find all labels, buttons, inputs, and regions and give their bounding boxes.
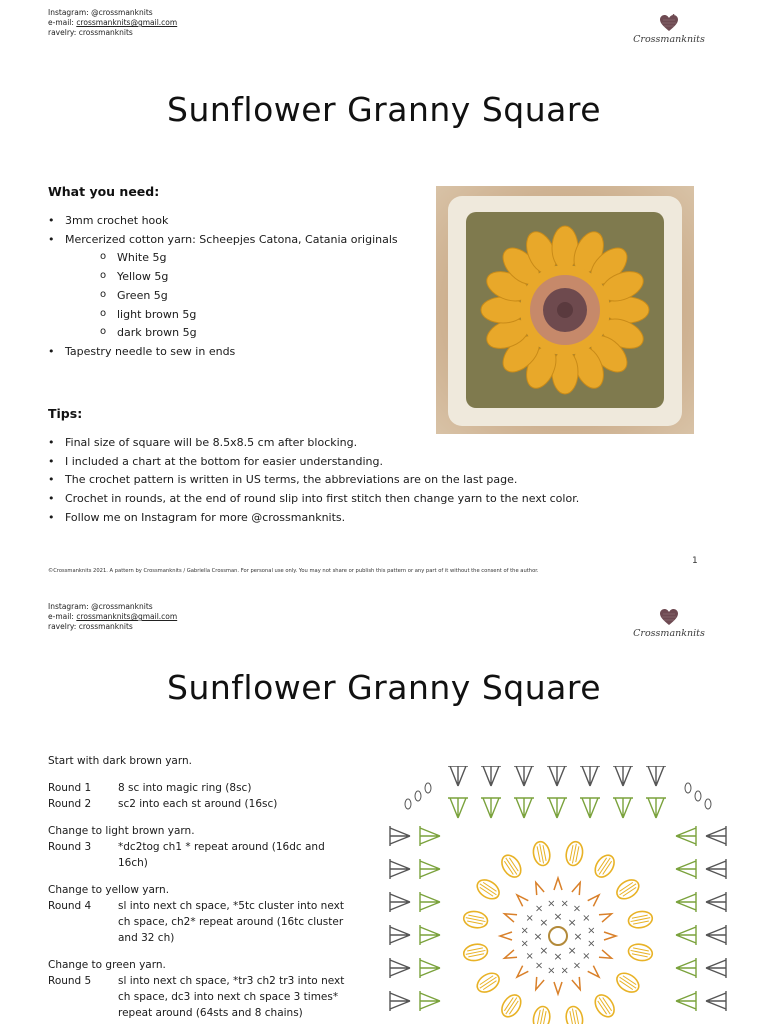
border-fan-symbol [448, 766, 468, 786]
brand-logo [626, 608, 712, 656]
tc-stem-symbol [630, 915, 651, 925]
sc-symbol: × [582, 913, 591, 925]
tip-item: • The crochet pattern is written in US terms, the abbreviations are on the last page. [48, 471, 579, 490]
border-fan-symbol [481, 766, 501, 786]
round-text: sc2 into each st around (16sc) [118, 798, 278, 810]
border-fan-symbol [646, 766, 666, 786]
tc-stem-symbol [465, 915, 486, 925]
list-item: • Tapestry needle to sew in ends [48, 343, 398, 362]
sc-symbol: × [534, 960, 544, 972]
tr-fan-symbol [676, 991, 696, 1011]
sc-symbol: × [539, 915, 549, 929]
color-item: o Yellow 5g [65, 268, 398, 287]
tc-cluster-symbol [564, 1005, 584, 1024]
round-label: Round 4 [48, 900, 92, 912]
intro-text: Start with dark brown yarn. [48, 755, 192, 767]
tr-fan-symbol [646, 798, 666, 818]
border-fan-symbol [390, 991, 410, 1011]
tip-item: • Final size of square will be 8.5x8.5 cm after blocking. [48, 434, 579, 453]
sc-symbol: × [587, 938, 596, 950]
page-title: Sunflower Granny Square [167, 668, 601, 707]
sc-symbol: × [567, 915, 577, 929]
email-label: e-mail: [48, 18, 77, 27]
border-fan-symbol [706, 826, 726, 846]
color-item: o light brown 5g [65, 306, 398, 325]
brand-logo [626, 14, 712, 62]
tc-stem-symbol [537, 843, 547, 864]
sc-symbol: × [533, 930, 543, 943]
copyright-notice: ©Crossmanknits 2021. A pattern by Crossmanknits / Gabriella Crossman. For personal use only. You may not share or publish this pattern or any part of it without the consent of the author. [48, 568, 539, 574]
dc2tog-symbol [588, 966, 602, 980]
sc-symbol: × [553, 950, 563, 963]
tr-fan-symbol [514, 798, 534, 818]
tr-fan-symbol [676, 892, 696, 912]
dc2tog-symbol [514, 892, 528, 906]
border-fan-symbol [390, 892, 410, 912]
email-label: e-mail: [48, 612, 77, 621]
sc-symbol: × [547, 965, 556, 977]
tr-fan-symbol [676, 925, 696, 945]
color-item: o White 5g [65, 249, 398, 268]
magic-ring [549, 927, 567, 945]
border-fan-symbol [613, 766, 633, 786]
email-line [48, 612, 177, 622]
tr-fan-symbol [420, 892, 440, 912]
instagram-handle: Instagram: @crossmanknits [48, 602, 153, 611]
dc2tog-symbol [554, 878, 562, 890]
dc2tog-symbol [572, 977, 584, 991]
yarn-item-label: Mercerized cotton yarn: Scheepjes Catona, Catania originals [65, 232, 398, 246]
sc-symbol: × [547, 898, 556, 910]
chain-symbol [685, 783, 691, 793]
email-link[interactable]: crossmanknits@gmail.com [76, 18, 178, 27]
tr-fan-symbol [448, 798, 468, 818]
materials-list [48, 212, 398, 362]
tc-stem-symbol [537, 1008, 547, 1024]
tc-stem-symbol [630, 947, 651, 957]
border-fan-symbol [390, 925, 410, 945]
contact-info [48, 602, 177, 632]
list-item: • 3mm crochet hook [48, 212, 398, 231]
dc2tog-symbol [503, 910, 517, 922]
round-row [48, 839, 348, 871]
sc-symbol: × [567, 944, 577, 958]
sc-symbol: × [560, 898, 569, 910]
sc-symbol: × [525, 913, 534, 925]
tr-fan-symbol [420, 826, 440, 846]
border-fan-symbol [390, 958, 410, 978]
chain-symbol [705, 799, 711, 809]
tr-fan-symbol [676, 958, 696, 978]
border-fan-symbol [706, 958, 726, 978]
what-you-need-heading: What you need: [48, 184, 160, 199]
border-fan-symbol [580, 766, 600, 786]
sc-symbol: × [553, 910, 563, 923]
border-fan-symbol [706, 859, 726, 879]
sc-symbol: × [587, 925, 596, 937]
border-fan-symbol [706, 892, 726, 912]
sc-symbol: × [572, 903, 582, 915]
logo-text: Crossmanknits [633, 34, 705, 45]
border-fan-symbol [706, 991, 726, 1011]
instagram-handle: Instagram: @crossmanknits [48, 8, 153, 17]
round-row [48, 780, 348, 796]
contact-info [48, 8, 177, 38]
tr-fan-symbol [420, 859, 440, 879]
round-row [48, 796, 348, 812]
color-item: o Green 5g [65, 287, 398, 306]
tips-heading: Tips: [48, 406, 83, 421]
round-text: sl into next ch space, *tr3 ch2 tr3 into next ch space, dc3 into next ch space 3 times* repeat around (64sts and 8 chains) [118, 975, 345, 1019]
border-fan-symbol [514, 766, 534, 786]
sunflower-square-photo [436, 186, 694, 434]
ravelry-handle: ravelry: crossmanknits [48, 622, 133, 631]
color-change-note: Change to yellow yarn. [48, 884, 170, 896]
chain-symbol [425, 783, 431, 793]
tip-item: • I included a chart at the bottom for easier understanding. [48, 453, 579, 472]
round-label: Round 1 [48, 782, 92, 794]
tr-fan-symbol [676, 859, 696, 879]
crochet-chart [384, 766, 744, 1024]
round-label: Round 3 [48, 841, 92, 853]
sc-symbol: × [520, 938, 529, 950]
tr-fan-symbol [420, 925, 440, 945]
heart-yarn-icon [659, 14, 679, 32]
chain-symbol [415, 791, 421, 801]
dc2tog-symbol [588, 892, 602, 906]
border-fan-symbol [547, 766, 567, 786]
logo-text: Crossmanknits [633, 628, 705, 639]
chain-symbol [405, 799, 411, 809]
dc2tog-symbol [572, 881, 584, 895]
tr-fan-symbol [420, 991, 440, 1011]
round-text: *dc2tog ch1 * repeat around (16dc and 16ch) [118, 841, 325, 869]
round-text: 8 sc into magic ring (8sc) [118, 782, 252, 794]
chart-symbols [390, 766, 726, 1024]
tr-fan-symbol [547, 798, 567, 818]
round-row [48, 973, 348, 1021]
round-row [48, 898, 348, 946]
dc2tog-symbol [599, 950, 613, 962]
tc-stem-symbol [569, 1008, 579, 1024]
email-line [48, 18, 177, 28]
sc-symbol: × [573, 930, 583, 943]
heart-yarn-icon [659, 608, 679, 626]
tip-item: • Crochet in rounds, at the end of round slip into first stitch then change yarn to the next color. [48, 490, 579, 509]
dc2tog-symbol [532, 977, 544, 991]
tips-list [48, 434, 579, 528]
tc-stem-symbol [465, 947, 486, 957]
sc-symbol: × [582, 950, 591, 962]
dc2tog-symbol [503, 950, 517, 962]
dc2tog-symbol [532, 881, 544, 895]
dc2tog-symbol [604, 932, 616, 940]
tr-fan-symbol [676, 826, 696, 846]
email-link[interactable]: crossmanknits@gmail.com [76, 612, 178, 621]
color-change-note: Change to light brown yarn. [48, 825, 195, 837]
sc-symbol: × [525, 950, 534, 962]
sc-symbol: × [534, 903, 544, 915]
border-fan-symbol [390, 826, 410, 846]
sc-symbol: × [539, 944, 549, 958]
round-label: Round 2 [48, 798, 92, 810]
dc2tog-symbol [500, 932, 512, 940]
page-number: 1 [692, 556, 698, 566]
sc-symbol: × [520, 925, 529, 937]
page-title: Sunflower Granny Square [167, 90, 601, 129]
tc-cluster-symbol [531, 1005, 551, 1024]
chain-symbol [695, 791, 701, 801]
ravelry-handle: ravelry: crossmanknits [48, 28, 133, 37]
round-text: sl into next ch space, *5tc cluster into next ch space, ch2* repeat around (16tc cluster and 32 ch) [118, 900, 344, 944]
sc-symbol: × [560, 965, 569, 977]
color-item: o dark brown 5g [65, 324, 398, 343]
color-change-note: Change to green yarn. [48, 959, 166, 971]
tc-stem-symbol [569, 843, 579, 864]
round-label: Round 5 [48, 975, 92, 987]
dc2tog-symbol [599, 910, 613, 922]
tip-item: • Follow me on Instagram for more @crossmanknits. [48, 509, 579, 528]
tr-fan-symbol [420, 958, 440, 978]
dc2tog-symbol [514, 966, 528, 980]
sc-symbol: × [572, 960, 582, 972]
tr-fan-symbol [580, 798, 600, 818]
tr-fan-symbol [481, 798, 501, 818]
tr-fan-symbol [613, 798, 633, 818]
pattern-instructions [48, 753, 348, 1021]
yarn-colors-list [65, 249, 398, 343]
border-fan-symbol [390, 859, 410, 879]
border-fan-symbol [706, 925, 726, 945]
list-item [48, 231, 398, 343]
dc2tog-symbol [554, 982, 562, 994]
